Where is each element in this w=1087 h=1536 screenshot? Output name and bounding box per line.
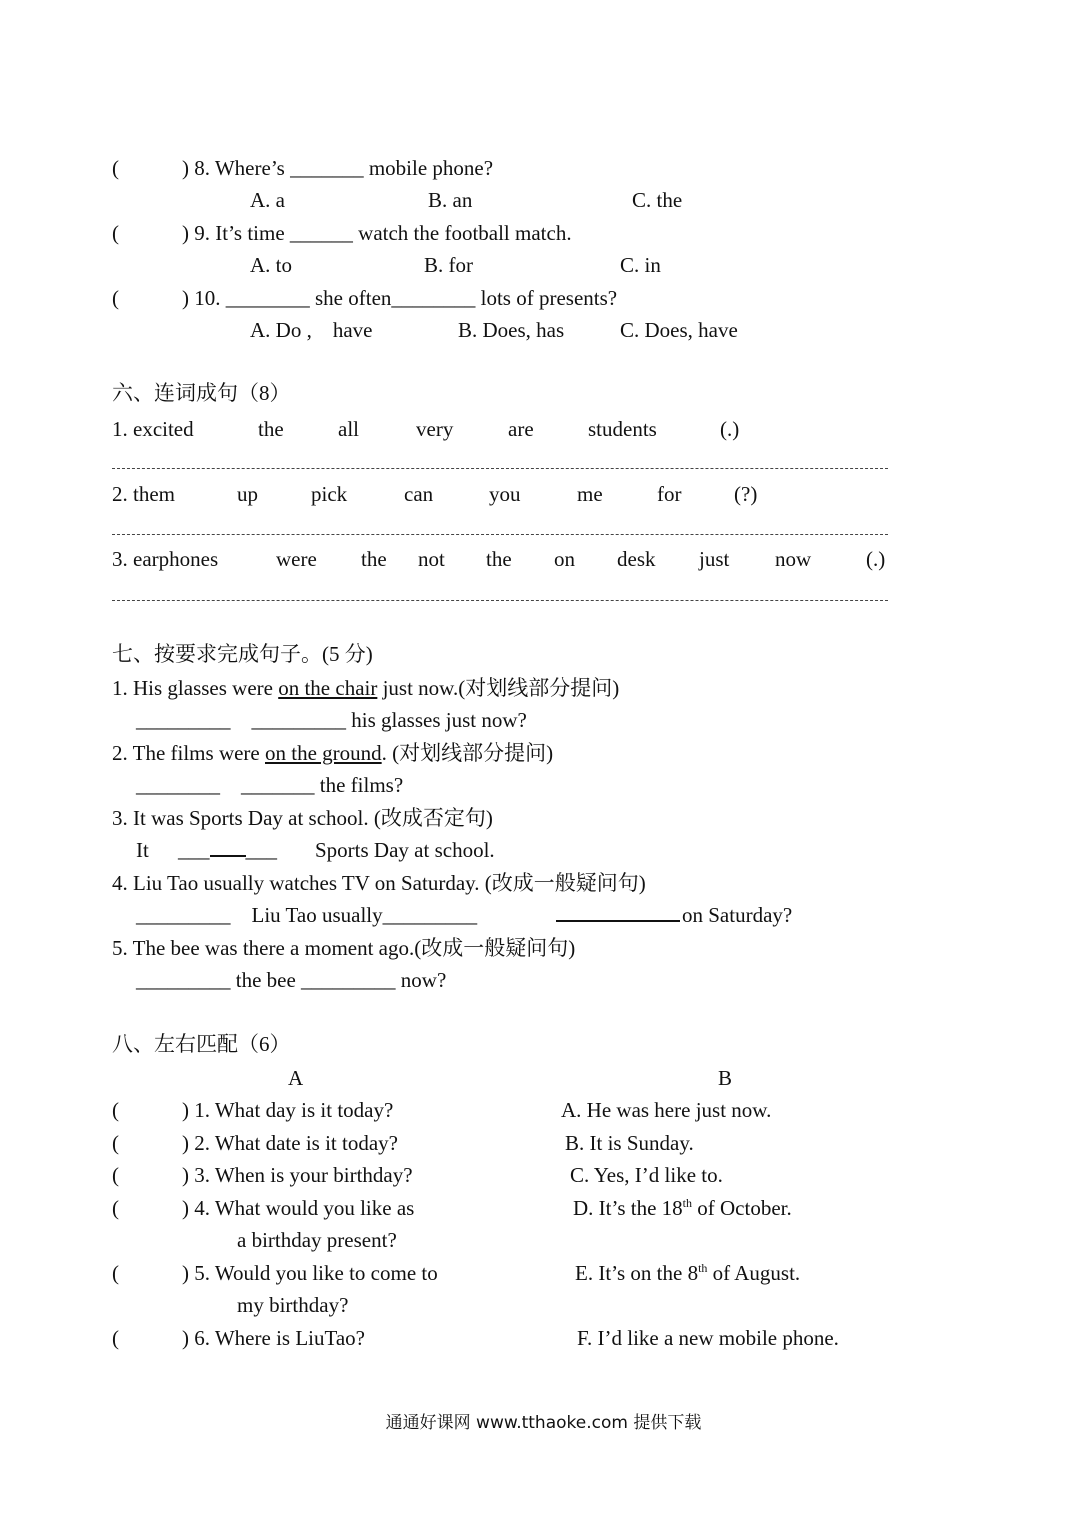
s1-word: students [588, 417, 657, 441]
q8-stem: ) 8. Where’s _______ mobile phone? [182, 156, 494, 180]
answer-line-3[interactable] [112, 600, 888, 601]
bold-blank [556, 902, 680, 922]
column-b-header: B [718, 1066, 733, 1090]
footer-source[interactable]: 通通好课网 www.tthaoke.com 提供下载 [385, 1413, 702, 1433]
s7-item-2-post: . (对划线部分提问) [381, 741, 554, 765]
answer-line-1[interactable] [112, 468, 888, 469]
q9-paren: ( [112, 221, 119, 245]
column-a-header: A [288, 1066, 304, 1090]
s3-word: not [418, 547, 445, 571]
s1-word: 1. excited [112, 417, 194, 441]
q10-option-b: B. Does, has [458, 318, 565, 342]
section-7-title: 七、按要求完成句子。(5 分) [112, 642, 373, 666]
s1-word: (.) [720, 417, 740, 441]
match-left-4-cont: a birthday present? [237, 1228, 397, 1252]
q8-option-b: B. an [428, 188, 473, 212]
s2-word: for [657, 482, 682, 506]
s7-item-1 [112, 675, 619, 701]
q9-option-b: B. for [424, 253, 473, 277]
match-left-5-cont: my birthday? [237, 1293, 349, 1317]
s7-item-2 [112, 740, 553, 766]
s7-item-2-answer[interactable]: ________ _______ the films? [136, 773, 404, 797]
s2-word: you [489, 482, 521, 506]
s7-item-5-answer[interactable]: _________ the bee _________ now? [136, 968, 447, 992]
s1-word: are [508, 417, 534, 441]
match-right-d-sup: th [682, 1196, 692, 1210]
match-left-6: ) 6. Where is LiuTao? [182, 1326, 365, 1350]
s3-word: (.) [866, 547, 886, 571]
q8-paren: ( [112, 156, 119, 180]
q10-paren: ( [112, 286, 119, 310]
s7-item-4-answer[interactable]: _________ Liu Tao usually_________ [136, 903, 478, 927]
q9-option-c: C. in [620, 253, 661, 277]
s2-word: 2. them [112, 482, 175, 506]
s7-item-4-bold-blank[interactable] [556, 902, 680, 928]
match-right-e [575, 1260, 800, 1286]
s7-item-2-pre: 2. The films were [112, 741, 265, 765]
s7-item-1-post: just now.(对划线部分提问) [377, 676, 620, 700]
s2-word: (?) [734, 482, 758, 506]
s7-item-1-pre: 1. His glasses were [112, 676, 279, 700]
s7-item-3-bold-blank [210, 837, 246, 857]
match-right-b: B. It is Sunday. [565, 1131, 694, 1155]
match-left-5: ) 5. Would you like to come to [182, 1261, 438, 1285]
s1-word: all [338, 417, 359, 441]
s3-word: the [361, 547, 387, 571]
s7-item-1-answer[interactable]: _________ _________ his glasses just now? [136, 708, 527, 732]
q9-option-a: A. to [250, 253, 292, 277]
q10-option-a: A. Do , have [250, 318, 373, 342]
q8-option-c: C. the [632, 188, 683, 212]
q8-option-a: A. a [250, 188, 285, 212]
s7-item-3: 3. It was Sports Day at school. (改成否定句) [112, 806, 493, 830]
s7-item-5: 5. The bee was there a moment ago.(改成一般疑问句) [112, 936, 576, 960]
match-paren: ( [112, 1196, 119, 1220]
match-paren: ( [112, 1326, 119, 1350]
match-paren: ( [112, 1098, 119, 1122]
s7-item-4-tail: on Saturday? [682, 903, 793, 927]
s3-word: on [554, 547, 575, 571]
s3-word: just [699, 547, 730, 571]
s7-item-1-underlined: on the chair [278, 676, 378, 700]
match-left-2: ) 2. What date is it today? [182, 1131, 398, 1155]
match-left-4: ) 4. What would you like as [182, 1196, 415, 1220]
match-left-3: ) 3. When is your birthday? [182, 1163, 413, 1187]
q10-stem: ) 10. ________ she often________ lots of presents? [182, 286, 618, 310]
s3-word: were [276, 547, 317, 571]
match-left-1: ) 1. What day is it today? [182, 1098, 394, 1122]
s3-word: 3. earphones [112, 547, 219, 571]
match-paren: ( [112, 1131, 119, 1155]
match-right-d-pre: D. It’s the 18 [573, 1196, 683, 1220]
s7-item-2-underlined: on the ground [265, 741, 382, 765]
s7-item-3-it: It [136, 838, 149, 862]
match-paren: ( [112, 1163, 119, 1187]
s3-word: the [486, 547, 512, 571]
match-paren: ( [112, 1261, 119, 1285]
s2-word: can [404, 482, 434, 506]
s1-word: very [416, 417, 454, 441]
s3-word: desk [617, 547, 656, 571]
s2-word: pick [311, 482, 348, 506]
s7-item-4: 4. Liu Tao usually watches TV on Saturday. (改成一般疑问句) [112, 871, 646, 895]
match-right-e-pre: E. It’s on the 8 [575, 1261, 699, 1285]
s7-item-3-blank-text: ___ [178, 838, 210, 862]
s7-item-3-blank[interactable]: ___ ___ [178, 838, 277, 862]
q10-option-c: C. Does, have [620, 318, 738, 342]
match-right-e-sup: th [698, 1261, 708, 1275]
match-right-d [573, 1195, 792, 1221]
match-right-d-post: of October. [692, 1196, 792, 1220]
match-right-a: A. He was here just now. [561, 1098, 772, 1122]
s2-word: me [577, 482, 603, 506]
s2-word: up [237, 482, 258, 506]
match-right-c: C. Yes, I’d like to. [570, 1163, 723, 1187]
s3-word: now [775, 547, 812, 571]
match-right-f: F. I’d like a new mobile phone. [577, 1326, 839, 1350]
answer-line-2[interactable] [112, 534, 888, 535]
q9-stem: ) 9. It’s time ______ watch the football match. [182, 221, 572, 245]
match-right-e-post: of August. [707, 1261, 801, 1285]
section-6-title: 六、连词成句（8） [112, 381, 291, 405]
s7-item-3-rest: Sports Day at school. [315, 838, 495, 862]
section-8-title: 八、左右匹配（6） [112, 1032, 291, 1056]
s1-word: the [258, 417, 284, 441]
